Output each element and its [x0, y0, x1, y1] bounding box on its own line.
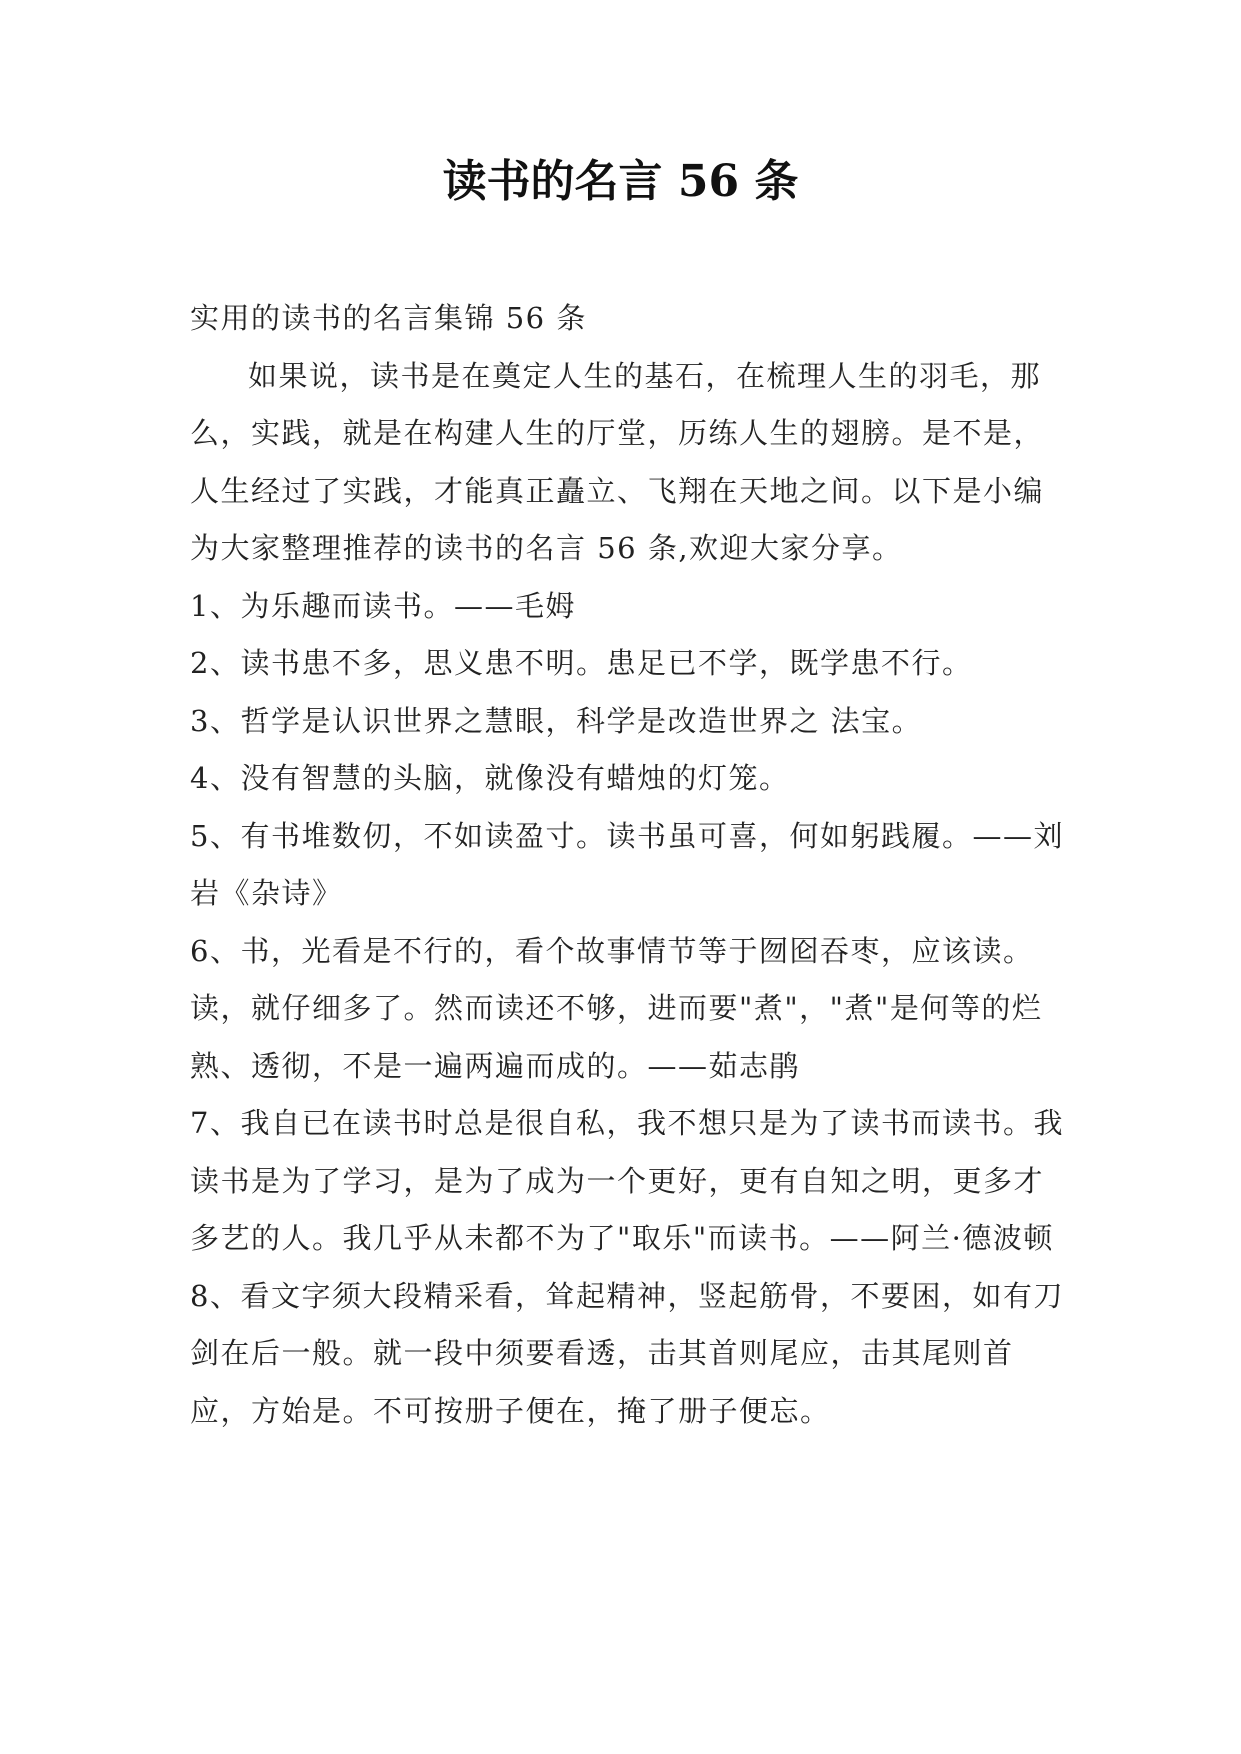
- quote-4: 4、没有智慧的头脑，就像没有蜡烛的灯笼。: [190, 761, 790, 795]
- quote-2: 2、读书患不多，思义患不明。患足已不学，既学患不行。: [190, 646, 973, 680]
- quote-5: 5、有书堆数仞，不如读盈寸。读书虽可喜，何如躬践履。——刘岩《杂诗》: [190, 818, 1064, 910]
- quote-7: 7、我自已在读书时总是很自私，我不想只是为了读书而读书。我读书是为了学习，是为了成为一个更好，更有自知之明，更多才多艺的人。我几乎从未都不为了"取乐"而读书。——阿兰·德波顿: [190, 1106, 1064, 1255]
- quote-1: 1、为乐趣而读书。——毛姆: [190, 588, 576, 623]
- document-title: 读书的名言 56 条: [442, 156, 799, 207]
- document-body: [190, 290, 1070, 1440]
- intro-paragraph: 如果说，读书是在奠定人生的基石，在梳理人生的羽毛，那么，实践，就是在构建人生的厅堂，历练人生的翅膀。是不是，人生经过了实践，才能真正矗立、飞翔在天地之间。以下是小编为大家整理推荐的读书的名言 56 条,欢迎大家分享。: [190, 358, 1045, 565]
- quote-3: 3、哲学是认识世界之慧眼，科学是改造世界之 法宝。: [190, 703, 923, 738]
- quote-6: 6、书，光看是不行的，看个故事情节等于囫囵吞枣，应该读。读，就仔细多了。然而读还不够，进而要"煮"，"煮"是何等的烂熟、透彻，不是一遍两遍而成的。——茹志鹃: [190, 933, 1043, 1083]
- quote-8: 8、看文字须大段精采看，耸起精神，竖起筋骨，不要困，如有刀剑在后一般。就一段中须要看透，击其首则尾应，击其尾则首应，方始是。不可按册子便在，掩了册子便忘。: [190, 1278, 1064, 1428]
- document-subtitle: 实用的读书的名言集锦 56 条: [190, 301, 587, 335]
